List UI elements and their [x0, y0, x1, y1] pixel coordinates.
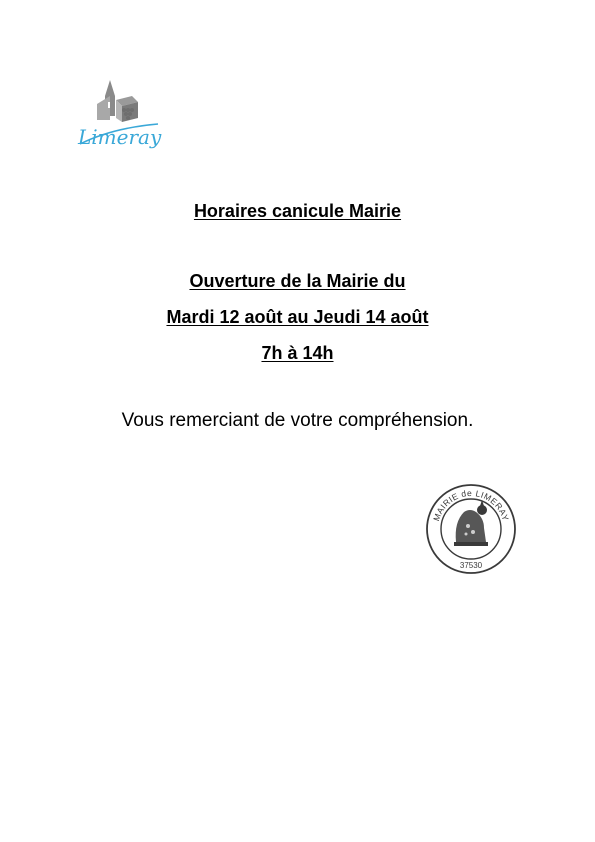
notice-title: Horaires canicule Mairie [193, 201, 402, 221]
church-grape-icon [72, 78, 164, 158]
stamp-top-text: MAIRIE de LIMERAY [431, 487, 511, 523]
opening-hours: 7h à 14h [261, 343, 334, 363]
opening-line: Ouverture de la Mairie du [189, 271, 406, 291]
seal-icon [424, 482, 518, 576]
mairie-stamp [424, 482, 518, 576]
date-range: Mardi 12 août au Jeudi 14 août [166, 307, 429, 327]
thanks-message: Vous remerciant de votre compréhension. [121, 410, 474, 431]
stamp-bottom-text: 37530 [459, 561, 483, 570]
logo-text: Limeray [78, 125, 162, 149]
limeray-logo [72, 78, 164, 158]
